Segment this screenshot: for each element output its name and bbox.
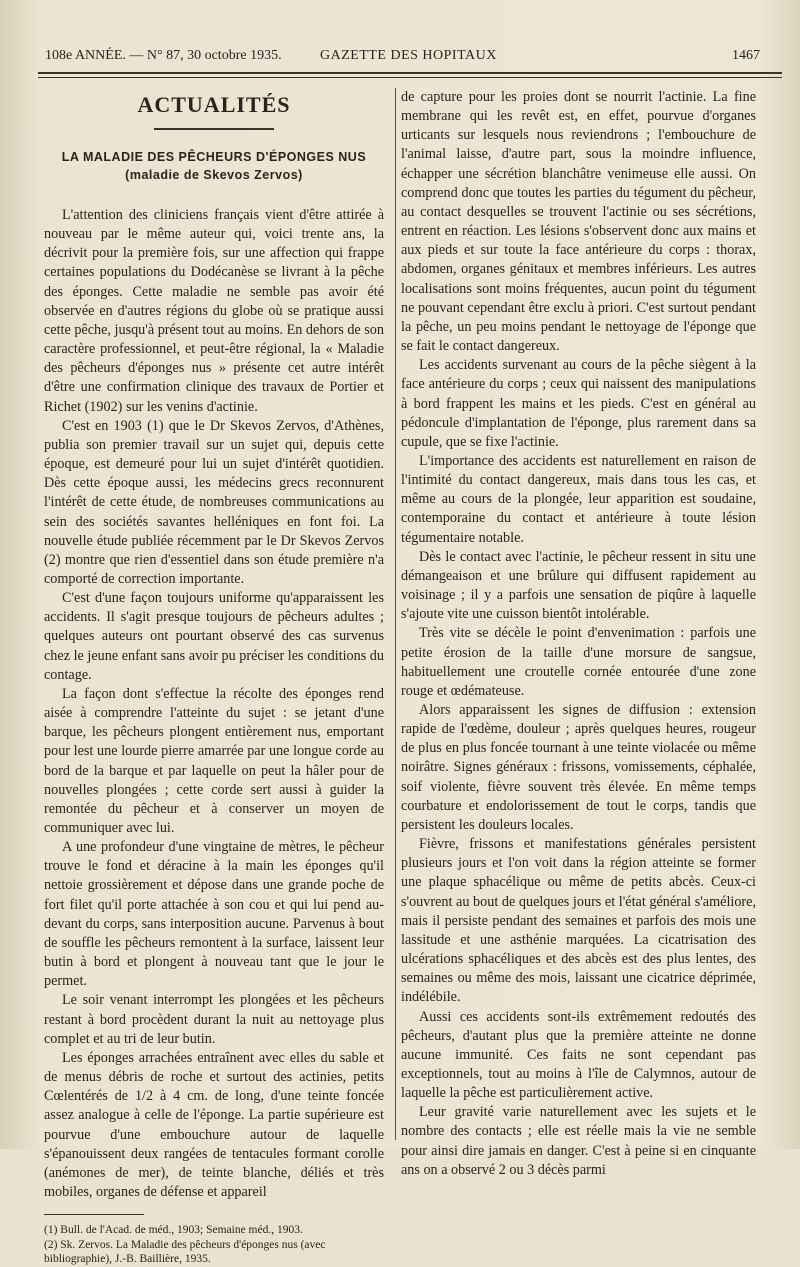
paragraph: Aussi ces accidents sont-ils extrêmement redoutés des pêcheurs, d'autant plus que la première atteinte ne donne aucune immunité. Ces faits ne sont cependant pas exceptionnels, tout au moins à l'île de Calymnos, autour de laquelle la pêche est particulièrement active. (401, 1008, 756, 1102)
paragraph: L'importance des accidents est naturellement en raison de l'intimité du contact dangereux, mais dans tous les cas, et même au cours de la plongée, leur apparition est soudaine, contemporaine du contact et antérieure à toute lésion tégumentaire notable. (401, 452, 756, 546)
header-rule (38, 72, 782, 74)
footnote-rule (44, 1214, 144, 1215)
paragraph-continued: de capture pour les proies dont se nourrit l'actinie. La fine membrane qui les revêt est, en effet, pourvue d'organes urticants sur lesquels nous reviendrons ; l'embouchure de l'animal laisse, d'autre part, sous la moindre influence, échapper une sécrétion blanchâtre venimeuse elle aussi. On comprend donc que toutes les parties du tégument du pêcheur, au contact desquelles se trouvent l'actinie ou ses sécrétions, entrent en réaction. Les lésions s'observent donc aux mains et aux pieds et sur toute la face antérieure du corps : thorax, abdomen, organes génitaux et membres inférieurs. Les autres localisations sont moins fréquentes, aucun point du tégument ne pouvant cependant être exclu à priori. C'est surtout pendant la pêche, un peu moins pendant le nettoyage de l'éponge que se fait le contact dangereux. (401, 89, 756, 355)
issue-info: 108e ANNÉE. — N° 87, 30 octobre 1935. (45, 48, 282, 63)
page-number: 1467 (732, 48, 760, 63)
running-header (45, 48, 760, 70)
paragraph: Les accidents survenant au cours de la pêche siègent à la face antérieure du corps ; ceux qui naissent des manipulations à bord frappent les mains et les pieds. C'est en général au pédoncule d'implantation de l'éponge, plus rarement dans sa cupule, que se fixe l'actinie. (401, 357, 756, 450)
paragraph: Alors apparaissent les signes de diffusion : extension rapide de l'œdème, douleur ; après quelques heures, rougeur de plus en plus foncée tournant à une teinte violacée ou même noirâtre. Signes généraux : frissons, vomissements, céphalée, soif violente, fièvre souvent très élevée. En même temps courbature et endolorissement de tout le corps, tandis que persistent les douleurs locales. (401, 702, 756, 833)
footnote: (1) Bull. de l'Acad. de méd., 1903; Semaine méd., 1903. (44, 1224, 303, 1237)
article-subtitle: (maladie de Skevos Zervos) (125, 168, 303, 182)
section-title: ACTUALITÉS (137, 92, 291, 117)
paragraph: Le soir venant interrompt les plongées et les pêcheurs restant à bord procèdent durant la nuit au nettoyage plus complet et au tri de leur butin. (44, 992, 384, 1047)
paragraph: Leur gravité varie naturellement avec les sujets et le nombre des contacts ; elle est réelle mais la vie ne semble pour ainsi dire jamais en danger. C'est à peine si en cinquante ans on a observé 2 ou 3 décès parmi (401, 1104, 756, 1178)
article-heading (44, 148, 384, 184)
paragraph: Fièvre, frissons et manifestations générales persistent plusieurs jours et l'on voit dans la région atteinte se former une plaque sphacélique ou même de petits abcès. Ceux-ci s'ouvrent au bout de quelques jours et l'état général s'améliore, mais il persiste pendant des semaines et parfois des mois une lassitude et une asthénie marquées. La cicatrisation des ulcérations sphacéliques et des abcès est des plus lentes, des semaines ou même des mois, laissant une cicatrice déprimée, indélébile. (401, 836, 756, 1006)
right-column (401, 88, 756, 1180)
paragraph: C'est en 1903 (1) que le Dr Skevos Zervos, d'Athènes, publia son premier travail sur un sujet qui, depuis cette époque, est demeuré pour lui un sujet d'intérêt quotidien. Dès cette époque aussi, les médecins grecs reconnurent l'intérêt de cette étude, de nombreuses communications au sein des sociétés savantes helléniques en font foi. La nouvelle étude publiée récemment par le Dr Skevos Zervos (2) montre que rien d'essentiel dans son étude première n'a comporté de correction importante. (44, 417, 384, 587)
paragraph: A une profondeur d'une vingtaine de mètres, le pêcheur trouve le fond et déracine à la main les éponges qu'il nettoie grossièrement et dépose dans une grande poche de fort filet qu'il porte attachée à son cou et qui lui pend au-devant du corps, sans interposition aucune. Parvenus à bout de souffle les pêcheurs remontent à la surface, laissent leur butin à bord et plongent à nouveau tant que le jour le permet. (44, 839, 384, 990)
paragraph: Les éponges arrachées entraînent avec elles du sable et de menus débris de roche et surtout des actinies, petits Cœlentérés de 1/2 à 4 cm. de long, d'une teinte foncée assez analogue à celle de l'éponge. La partie supérieure est pourvue d'une embouchure autour de laquelle s'épanouissent deux rangées de tentacules formant corolle (anémones de mer), de teinte blanche, déliés et très mobiles, organes de défense et appareil (44, 1049, 384, 1200)
footnote: (2) Sk. Zervos. La Maladie des pêcheurs d'éponges nus (avec bibliographie), J.-B. Baillière, 1935. (44, 1238, 326, 1266)
journal-name: GAZETTE DES HOPITAUX (320, 48, 497, 63)
header-rule-thin (38, 77, 782, 78)
paragraph: La façon dont s'effectue la récolte des éponges rend aisée à comprendre l'atteinte du sujet : se jetant d'une barque, les pêcheurs plongent entièrement nus, emportant pour lest une lourde pierre amarrée par une longue corde au bord de la barque et par laquelle on peut la hâler pour de nouvelles plongées ; cette corde sert aussi à guider la remontée du pêcheur et à conserver un moyen de communiquer avec lui. (44, 685, 384, 836)
section-title-rule (154, 128, 274, 130)
article-title: LA MALADIE DES PÊCHEURS D'ÉPONGES NUS (61, 150, 367, 164)
paragraph: L'attention des cliniciens français vient d'être attirée à nouveau par le même auteur qui, voici trente ans, la décrivit pour la première fois, sur une affection qui frappe certaines populations du Dodécanèse se livrant à la pêche des éponges. Cette maladie ne semble pas avoir été observée en d'autres régions du globe où se pratique aussi cette pêche, jusqu'à présent tout au moins. En dehors de son caractère professionnel, et peut-être régional, la « Maladie des pêcheurs d'éponges nus » présente cet autre intérêt d'être une confirmation clinique des travaux de Portier et Richet (1902) sur les venins d'actinie. (44, 207, 384, 415)
paragraph: C'est d'une façon toujours uniforme qu'apparaissent les accidents. Il s'agit presque toujours de pêcheurs adultes ; quelques auteurs ont pourtant observé des cas survenus chez le jeune enfant sans avoir pu préciser les conditions du contage. (44, 590, 384, 683)
paragraph: Dès le contact avec l'actinie, le pêcheur ressent in situ une démangeaison et une brûlure qui diffusent rapidement au voisinage ; il y a parfois une sensation de piqûre à laquelle s'ajoute vite une cuisson bientôt intolérable. (401, 548, 756, 623)
paragraph: Très vite se décèle le point d'envenimation : parfois une petite érosion de la taille d'une morsure de sangsue, habituellement une croutelle cornée entourée d'une zone rouge et œdémateuse. (401, 625, 756, 699)
column-divider (395, 88, 396, 1140)
footnotes (44, 1223, 384, 1267)
right-column-text (401, 88, 756, 1180)
left-column (44, 88, 384, 1267)
left-column-text (44, 206, 384, 1202)
